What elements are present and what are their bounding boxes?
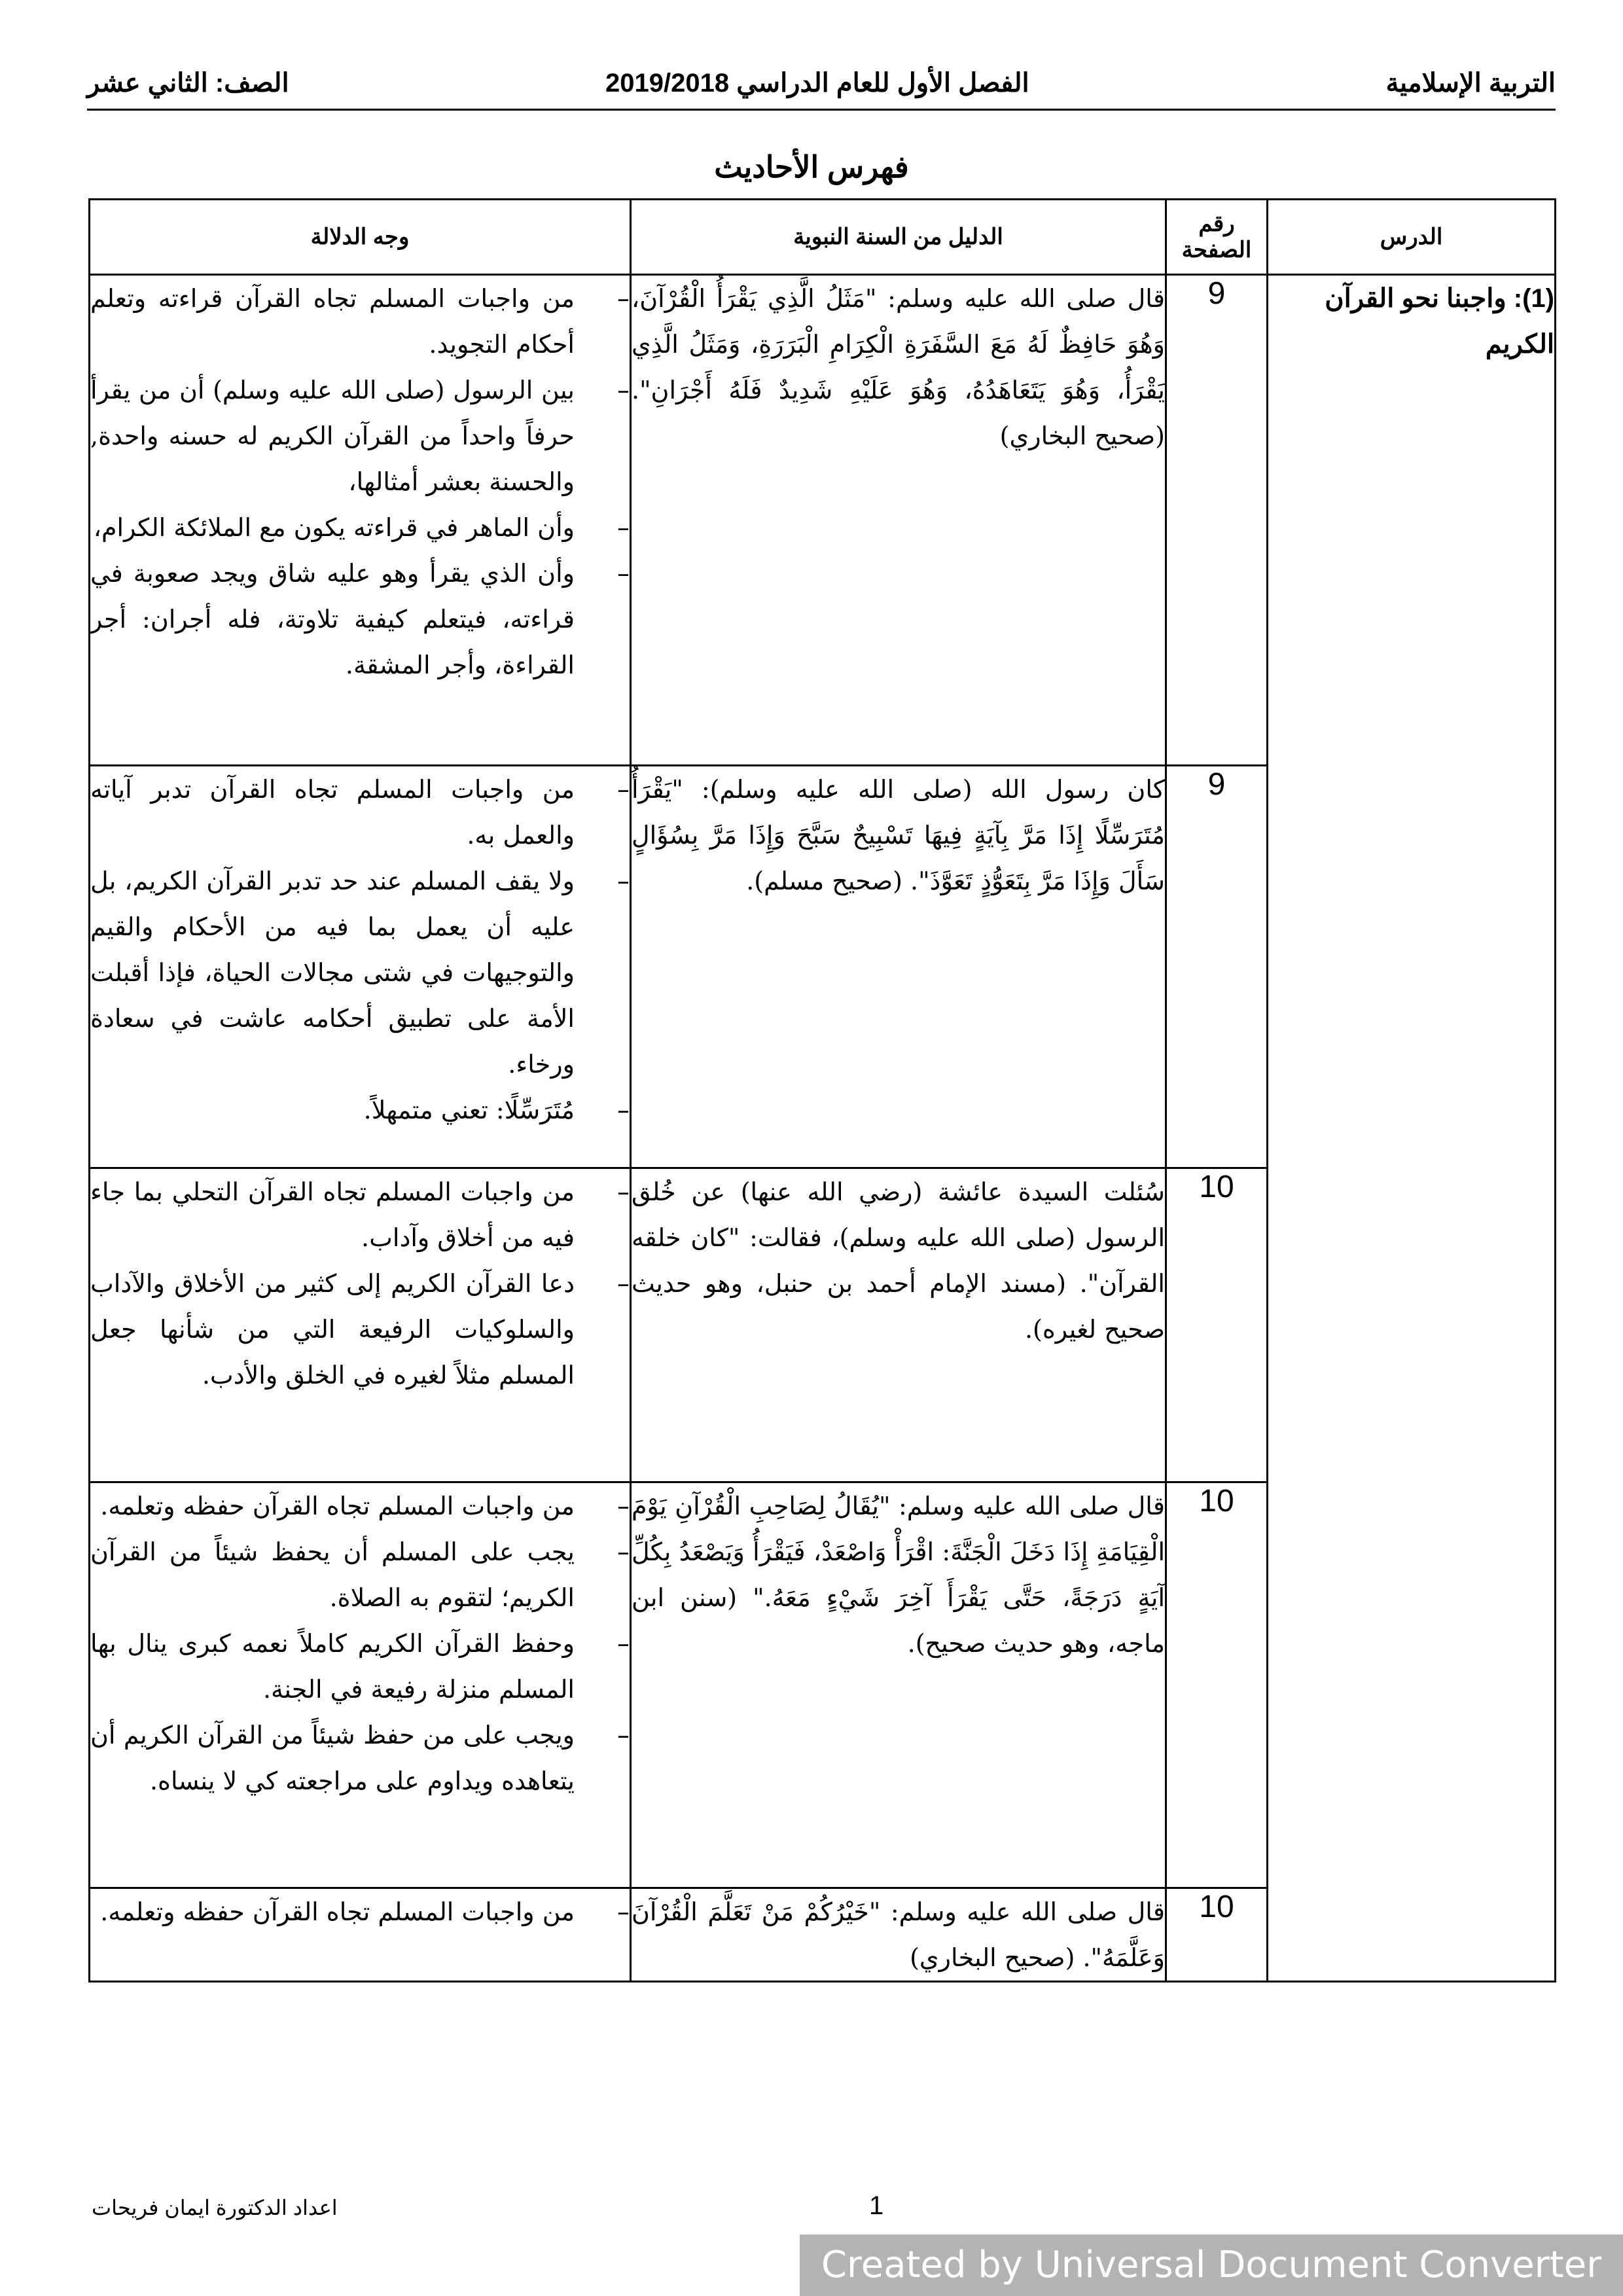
significance-list [90, 1483, 630, 1804]
significance-point: – دعا القرآن الكريم إلى كثير من الأخلاق والآداب والسلوكيات الرفيعة التي من شأنها جعل المسلم مثلاً لغيره في الخلق والأدب. [90, 1261, 630, 1398]
significance-point: – ولا يقف المسلم عند حد تدبر القرآن الكريم، بل عليه أن يعمل بما فيه من الأحكام والقيم والتوجيهات في شتى مجالات الحياة، فإذا أقبلت الأمة على تطبيق أحكامه عاشت في سعادة ورخاء. [90, 858, 630, 1087]
significance-point: – يجب على المسلم أن يحفظ شيئاً من القرآن الكريم؛ لتقوم به الصلاة. [90, 1529, 630, 1621]
hadith-evidence-cell: قال صلى الله عليه وسلم: "خَيْرُكُمْ مَنْ تَعَلَّمَ الْقُرْآنَ وَعَلَّمَهُ". (صحيح البخاري) [631, 1888, 1166, 1982]
watermark-banner: Created by Universal Document Converter [800, 2234, 1623, 2296]
page-number-cell: 10 [1166, 1888, 1268, 1982]
hadith-evidence-cell: كان رسول الله (صلى الله عليه وسلم): "يَقْرَأُ مُتَرَسِّلًا إِذَا مَرَّ بِآيَةٍ فِيهَا تَسْبِيحٌ سَبَّحَ وَإِذَا مَرَّ بِسُؤَالٍ سَأَلَ وَإِذَا مَرَّ بِتَعَوُّذٍ تَعَوَّذَ". (صحيح مسلم). [631, 766, 1166, 1168]
table-header-row [90, 200, 1556, 275]
significance-point: – من واجبات المسلم تجاه القرآن تدبر آياته والعمل به. [90, 766, 630, 858]
significance-point: – وأن الماهر في قراءته يكون مع الملائكة الكرام، [90, 505, 630, 550]
table-row [90, 275, 1556, 766]
hadith-evidence-cell: قال صلى الله عليه وسلم: "يُقَالُ لِصَاحِبِ الْقُرْآنِ يَوْمَ الْقِيَامَةِ إِذَا دَخَلَ الْجَنَّةَ: اقْرَأْ وَاصْعَدْ، فَيَقْرَأُ وَيَصْعَدُ بِكُلِّ آيَةٍ دَرَجَةً، حَتَّى يَقْرَأَ آخِرَ شَيْءٍ مَعَهُ." (سنن ابن ماجه، وهو حديث صحيح). [631, 1482, 1166, 1888]
significance-list [90, 1169, 630, 1398]
footer-author: اعداد الدكتورة ايمان فريحات [92, 2196, 338, 2219]
significance-list [90, 766, 630, 1133]
column-header-lesson: الدرس [1268, 200, 1556, 275]
page-title: فهرس الأحاديث [714, 150, 909, 184]
significance-point: – من واجبات المسلم تجاه القرآن قراءته وتعلم أحكام التجويد. [90, 276, 630, 367]
significance-point: – من واجبات المسلم تجاه القرآن حفظه وتعلمه. [90, 1483, 630, 1529]
column-header-significance: وجه الدلالة [90, 200, 631, 275]
significance-cell [90, 275, 631, 766]
significance-point: – من واجبات المسلم تجاه القرآن التحلي بما جاء فيه من أخلاق وآداب. [90, 1169, 630, 1261]
significance-cell [90, 1888, 631, 1982]
column-header-evidence: الدليل من السنة النبوية [631, 200, 1166, 275]
header-subject: التربية الإسلامية [1385, 69, 1556, 98]
significance-point: – وأن الذي يقرأ وهو عليه شاق ويجد صعوبة في قراءته، فيتعلم كيفية تلاوتة، فله أجران: أجر القراءة، وأجر المشقة. [90, 550, 630, 688]
page-number-cell: 9 [1166, 766, 1268, 1168]
significance-point: – ويجب على من حفظ شيئاً من القرآن الكريم أن يتعاهده ويداوم على مراجعته كي لا ينساه. [90, 1712, 630, 1804]
significance-point: – من واجبات المسلم تجاه القرآن حفظه وتعلمه. [90, 1889, 630, 1935]
header-divider [87, 109, 1556, 111]
header-grade: الصف: الثاني عشر [87, 69, 289, 98]
hadith-evidence-cell: سُئلت السيدة عائشة (رضي الله عنها) عن خُلق الرسول (صلى الله عليه وسلم)، فقالت: "كان خلقه القرآن". (مسند الإمام أحمد بن حنبل، وهو حديث صحيح لغيره). [631, 1168, 1166, 1482]
column-header-page: رقم الصفحة [1166, 200, 1268, 275]
page-number-cell: 9 [1166, 275, 1268, 766]
hadith-index-table [88, 198, 1556, 1982]
footer-page-number: 1 [869, 2191, 884, 2220]
header-term: الفصل الأول للعام الدراسي 2019/2018 [605, 69, 1029, 98]
lesson-title: (1): واجبنا نحو القرآن الكريم [1268, 275, 1556, 1982]
significance-list [90, 276, 630, 688]
significance-cell [90, 1168, 631, 1482]
page-number-cell: 10 [1166, 1168, 1268, 1482]
page-number-cell: 10 [1166, 1482, 1268, 1888]
significance-point: – بين الرسول (صلى الله عليه وسلم) أن من يقرأ حرفاً واحداً من القرآن الكريم له حسنه واحدة, والحسنة بعشر أمثالها، [90, 367, 630, 505]
significance-cell [90, 766, 631, 1168]
significance-list [90, 1889, 630, 1935]
significance-cell [90, 1482, 631, 1888]
significance-point: – مُتَرَسِّلًا: تعني متمهلاً. [90, 1087, 630, 1133]
hadith-evidence-cell: قال صلى الله عليه وسلم: "مَثَلُ الَّذِي يَقْرَأُ الْقُرْآنَ، وَهُوَ حَافِظٌ لَهُ مَعَ السَّفَرَةِ الْكِرَامِ الْبَرَرَةِ، وَمَثَلُ الَّذِي يَقْرَأُ، وَهُوَ يَتَعَاهَدُهُ، وَهُوَ عَلَيْهِ شَدِيدٌ فَلَهُ أَجْرَانِ". (صحيح البخاري) [631, 275, 1166, 766]
significance-point: – وحفظ القرآن الكريم كاملاً نعمه كبرى ينال بها المسلم منزلة رفيعة في الجنة. [90, 1621, 630, 1712]
